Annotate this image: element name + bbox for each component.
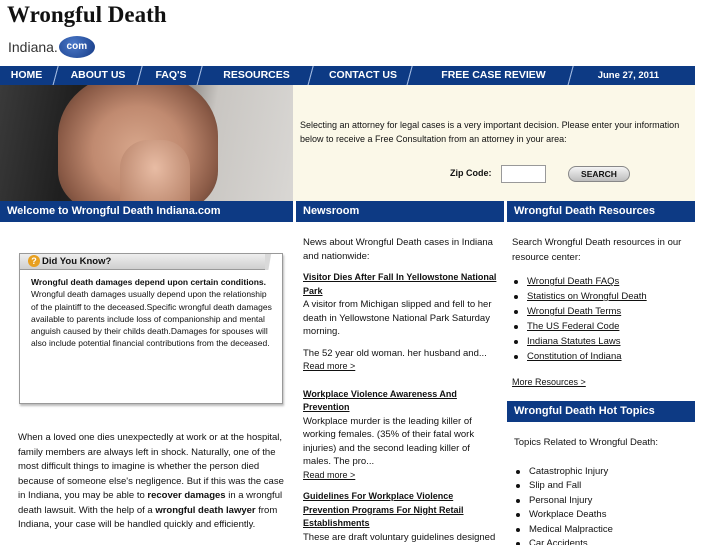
more-resources-link[interactable]: More Resources > [512,376,586,387]
hot-topics-column [514,436,694,545]
nav-divider [564,66,578,85]
hot-topics-intro: Topics Related to Wrongful Death: [514,437,658,448]
news-title-link[interactable]: Guidelines For Workplace Violence Prevention Programs For Night Retail Establishments [303,491,464,528]
read-more-link[interactable]: Read more > [303,361,356,371]
did-you-know-header [20,254,265,270]
welcome-text-part: When a loved one dies unexpectedly at work or at the hospital, family members are always left in shock. Naturally, one of the most difficult things to imagine is whether the person died because of someone else's negligence. But if this was the case in Indiana, you may be able to [18,432,284,501]
news-item [303,388,498,483]
search-button[interactable]: SEARCH [568,166,630,182]
resource-link-terms[interactable]: Wrongful Death Terms [527,306,622,317]
nav-faqs[interactable]: FAQ'S [155,69,187,81]
resource-link-faqs[interactable]: Wrongful Death FAQs [527,276,620,287]
list-item [512,290,697,305]
com-globe-icon: com [59,36,95,58]
site-subtitle[interactable] [8,36,95,58]
list-item[interactable]: Catastrophic Injury [514,465,694,480]
site-sub-text: Indiana. [8,39,58,55]
news-summary: The 52 year old woman. her husband and... [303,347,487,359]
zip-label: Zip Code: [450,168,492,178]
newsroom-heading: Newsroom [296,201,504,222]
nav-free-case-review[interactable]: FREE CASE REVIEW [441,69,546,81]
list-item[interactable]: Personal Injury [514,494,694,509]
consultation-panel [293,85,695,201]
list-item [512,335,697,350]
resources-list [512,275,697,365]
did-you-know-text: Wrongful death damages usually depend upon the relationship of the plaintiff to the deceased.Specific wrongful death damages available to parents include loss of companionship and mental anguish caused by their childs death.Damages for spouses will also include potential financial contributions from the deceased. [31,289,272,349]
nav-contact-us[interactable]: CONTACT US [328,69,398,81]
resource-link-indiana-statutes[interactable]: Indiana Statutes Laws [527,336,621,347]
hero-image [0,85,293,201]
nav-date: June 27, 2011 [597,70,659,81]
recover-damages-text: recover damages [147,490,226,501]
nav-about-us[interactable]: ABOUT US [70,69,126,81]
news-item [303,490,498,544]
resource-link-statistics[interactable]: Statistics on Wrongful Death [527,291,647,302]
list-item [512,305,697,320]
read-more-link[interactable]: Read more > [303,469,356,480]
resources-heading: Wrongful Death Resources [507,201,695,222]
resources-intro: Search Wrongful Death resources in our resource center: [512,237,682,263]
list-item[interactable]: Workplace Deaths [514,508,694,523]
resource-link-constitution[interactable]: Constitution of Indiana [527,351,622,362]
did-you-know-title: Did You Know? [42,256,112,267]
resource-link-federal-code[interactable]: The US Federal Code [527,321,620,332]
hero-hands [120,140,190,201]
news-item-extra [303,347,498,374]
zip-code-input[interactable] [501,165,546,183]
news-summary: These are draft voluntary guidelines designed [303,531,496,543]
welcome-text-part: in a wrongful death lawsuit. With the help of a [18,490,283,516]
did-you-know-box [19,253,283,404]
main-nav [0,66,695,85]
intro-text: Selecting an attorney for legal cases is a very important decision. Please enter your information below to receive a Free Consultation from an attorney in your area: [300,120,680,144]
question-icon: ? [28,255,40,267]
list-item[interactable]: Car Accidents [514,537,694,545]
news-intro: News about Wrongful Death cases in Indiana and nationwide: [303,237,493,262]
list-item[interactable]: Slip and Fall [514,479,694,494]
news-item [303,271,498,339]
hot-topics-list [514,465,694,545]
news-title-link[interactable]: Visitor Dies After Fall In Yellowstone National Park [303,272,497,296]
list-item [512,275,697,290]
list-item [512,350,697,365]
wrongful-death-lawyer-text: wrongful death lawyer [155,504,256,516]
list-item [512,320,697,335]
nav-home[interactable]: HOME [10,69,43,81]
nav-resources[interactable]: RESOURCES [223,69,290,81]
hot-topics-heading: Wrongful Death Hot Topics [507,401,695,422]
did-you-know-heading: Wrongful death damages depend upon certain conditions. [31,277,267,287]
newsroom-column [303,236,498,545]
list-item[interactable]: Medical Malpractice [514,523,694,538]
did-you-know-body [31,276,276,350]
resources-column [512,236,697,389]
site-title[interactable]: Wrongful Death [7,2,167,27]
welcome-text-part: from Indiana, your case will be handled quickly and efficiently. [18,504,278,530]
news-summary: A visitor from Michigan slipped and fell to her death in Yellowstone National Park Saturday morning. [303,299,492,337]
welcome-heading: Welcome to Wrongful Death Indiana.com [0,201,293,222]
welcome-text [18,431,284,533]
news-summary: Workplace murder is the leading killer of working females. (35% of their fatal work injuries) and the second leading killer of males. The pro... [303,415,475,467]
news-title-link[interactable]: Workplace Violence Awareness And Prevention [303,388,457,412]
